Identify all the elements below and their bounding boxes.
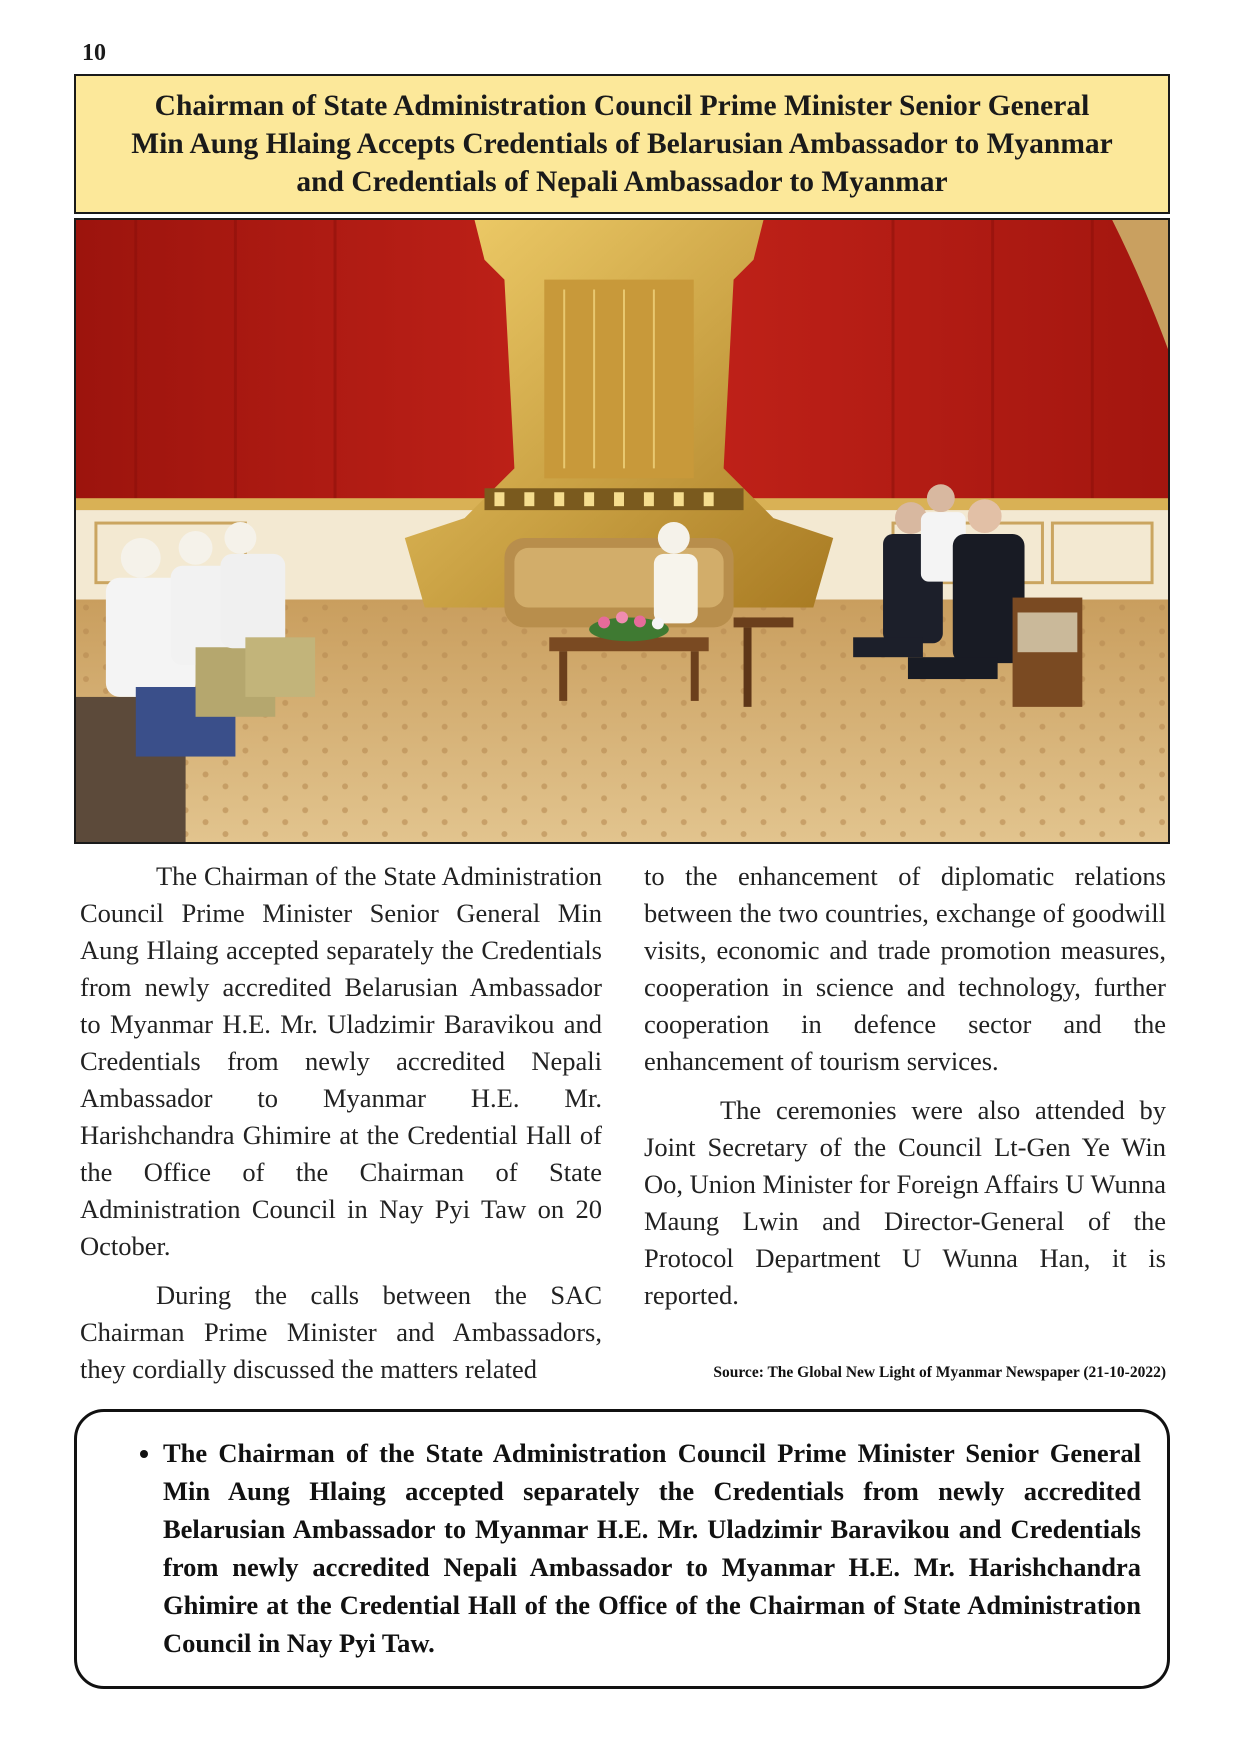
headline-title: [131, 87, 1112, 201]
ceremony-photo: [74, 218, 1170, 844]
headline-line-1: Chairman of State Administration Council Prime Minister Senior General: [154, 90, 1090, 122]
summary-box: [74, 1409, 1170, 1689]
headline-box: [74, 74, 1170, 214]
article-column-left: [80, 858, 602, 1400]
chairman-figure: [654, 554, 698, 624]
article-column-right: [644, 858, 1166, 1326]
article-paragraph: During the calls between the SAC Chairman Prime Minister and Ambassadors, they cordially discussed the matters related: [80, 1280, 602, 1384]
ceremony-illustration: [76, 220, 1168, 842]
article-paragraph: The Chairman of the State Administration Council Prime Minister Senior General Min Aung Hlaing accepted separately the Credentials from newly accredited Belarusian Ambassador to Myanmar H.E. Mr. Uladzimir Baravikou and Credentials from newly accredited Nepali Ambassador to Myanmar H.E. Mr. Harishchandra Ghimire at the Credential Hall of the Office of the Chairman of State Administration Council in Nay Pyi Taw on 20 October.: [80, 861, 602, 1261]
headline-line-3: and Credentials of Nepali Ambassador to Myanmar: [296, 166, 948, 198]
headline-line-2: Min Aung Hlaing Accepts Credentials of Belarusian Ambassador to Myanmar: [131, 128, 1113, 160]
article-paragraph: to the enhancement of diplomatic relations between the two countries, exchange of goodwill visits, economic and trade promotion measures, cooperation in science and technology, further cooperation in defence sector and the enhancement of tourism services.: [644, 861, 1166, 1076]
summary-bullet: • The Chairman of the State Administration Council Prime Minister Senior General Min Aung Hlaing accepted separately the Credentials from newly accredited Belarusian Ambassador to Myanmar H.E. Mr. Uladzimir Baravikou and Credentials from newly accredited Nepali Ambassador to Myanmar H.E. Mr. Harishchandra Ghimire at the Credential Hall of the Office of the Chairman of State Administration Council in Nay Pyi Taw.: [163, 1434, 1141, 1662]
source-citation: Source: The Global New Light of Myanmar Newspaper (21-10-2022): [713, 1364, 1166, 1381]
page-number: 10: [82, 40, 106, 66]
article-paragraph: The ceremonies were also attended by Joint Secretary of the Council Lt-Gen Ye Win Oo, Union Minister for Foreign Affairs U Wunna Maung Lwin and Director-General of the Protocol Department U Wunna Han, it is reported.: [644, 1095, 1167, 1310]
summary-list: [127, 1434, 1141, 1662]
